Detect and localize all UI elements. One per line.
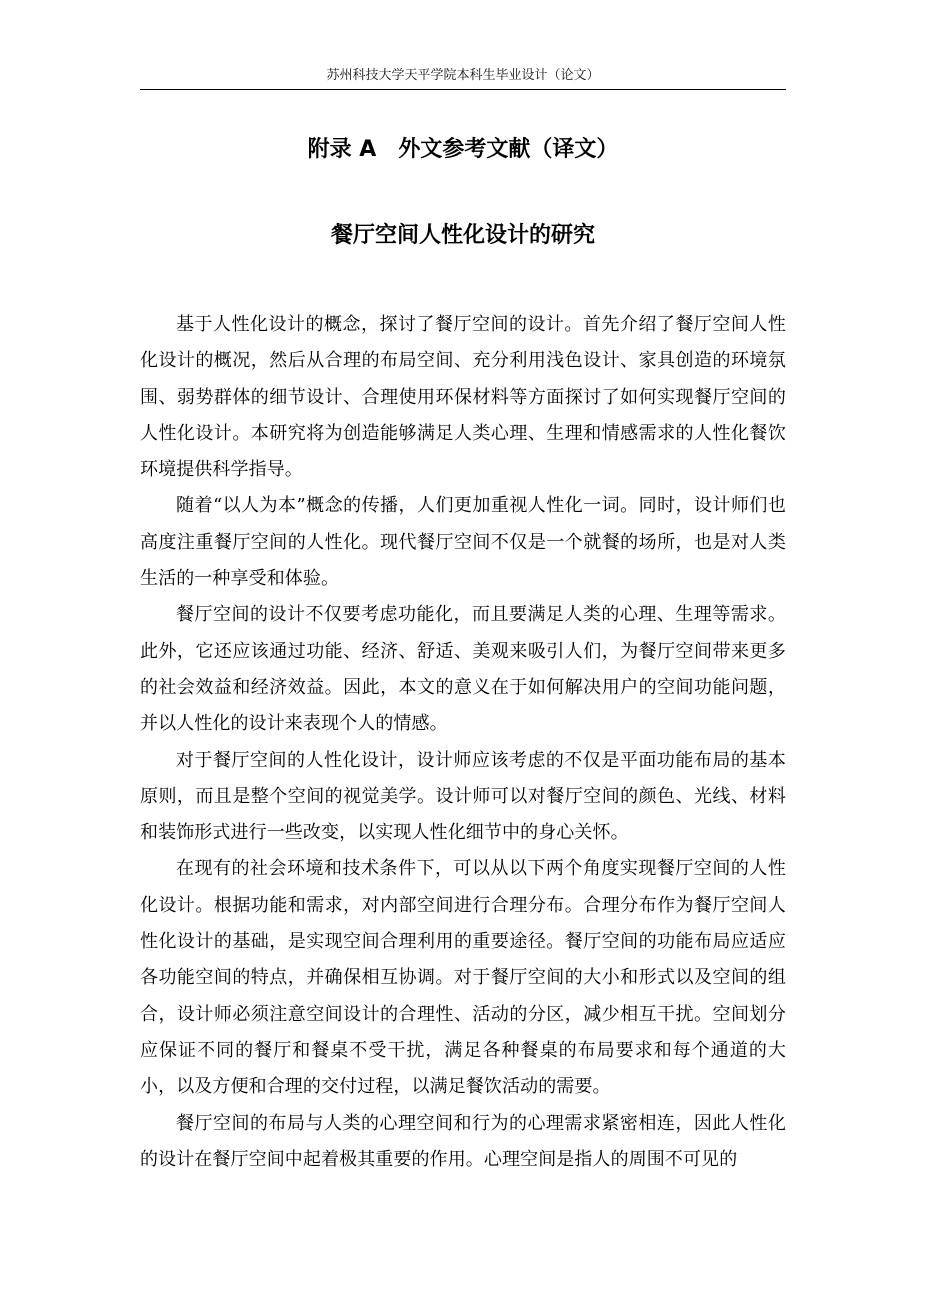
paragraph: 餐厅空间的布局与人类的心理空间和行为的心理需求紧密相连，因此人性化的设计在餐厅空间中起着极其重要的作用。心理空间是指人的周围不可见的 <box>140 1112 786 1170</box>
appendix-heading <box>140 133 786 167</box>
paragraph: 在现有的社会环境和技术条件下，可以从以下两个角度实现餐厅空间的人性化设计。根据功能和需求，对内部空间进行合理分布。合理分布作为餐厅空间人性化设计的基础，是实现空间合理利用的重要途径。餐厅空间的功能布局应适应各功能空间的特点，并确保相互协调。对于餐厅空间的大小和形式以及空间的组合，设计师必须注意空间设计的合理性、活动的分区，减少相互干扰。空间划分应保证不同的餐厅和餐桌不受干扰，满足各种餐桌的布局要求和每个通道的大小，以及方便和合理的交付过程，以满足餐饮活动的需要。 <box>140 858 786 1098</box>
paper-title: 餐厅空间人性化设计的研究 <box>330 223 595 248</box>
paragraph: 随着“以人为本”概念的传播，人们更加重视人性化一词。同时，设计师们也高度注重餐厅空间的人性化。现代餐厅空间不仅是一个就餐的场所，也是对人类生活的一种享受和体验。 <box>140 495 786 590</box>
body-text <box>140 307 786 1178</box>
running-header: 苏州科技大学天平学院本科生毕业设计（论文） <box>326 68 600 83</box>
paragraph: 餐厅空间的设计不仅要考虑功能化，而且要满足人类的心理、生理等需求。此外，它还应该通过功能、经济、舒适、美观来吸引人们，为餐厅空间带来更多的社会效益和经济效益。因此，本文的意义在于如何解决用户的空间功能问题，并以人性化的设计来表现个人的情感。 <box>140 604 786 735</box>
paragraph: 基于人性化设计的概念，探讨了餐厅空间的设计。首先介绍了餐厅空间人性化设计的概况，然后从合理的布局空间、充分利用浅色设计、家具创造的环境氛围、弱势群体的细节设计、合理使用环保材料等方面探讨了如何实现餐厅空间的人性化设计。本研究将为创造能够满足人类心理、生理和情感需求的人性化餐饮环境提供科学指导。 <box>140 314 786 481</box>
header-divider <box>140 89 786 90</box>
paragraph: 对于餐厅空间的人性化设计，设计师应该考虑的不仅是平面功能布局的基本原则，而且是整个空间的视觉美学。设计师可以对餐厅空间的颜色、光线、材料和装饰形式进行一些改变，以实现人性化细节中的身心关怀。 <box>140 749 786 844</box>
appendix-title: 外文参考文献（译文） <box>398 137 619 162</box>
appendix-label: 附录 A <box>307 137 377 162</box>
